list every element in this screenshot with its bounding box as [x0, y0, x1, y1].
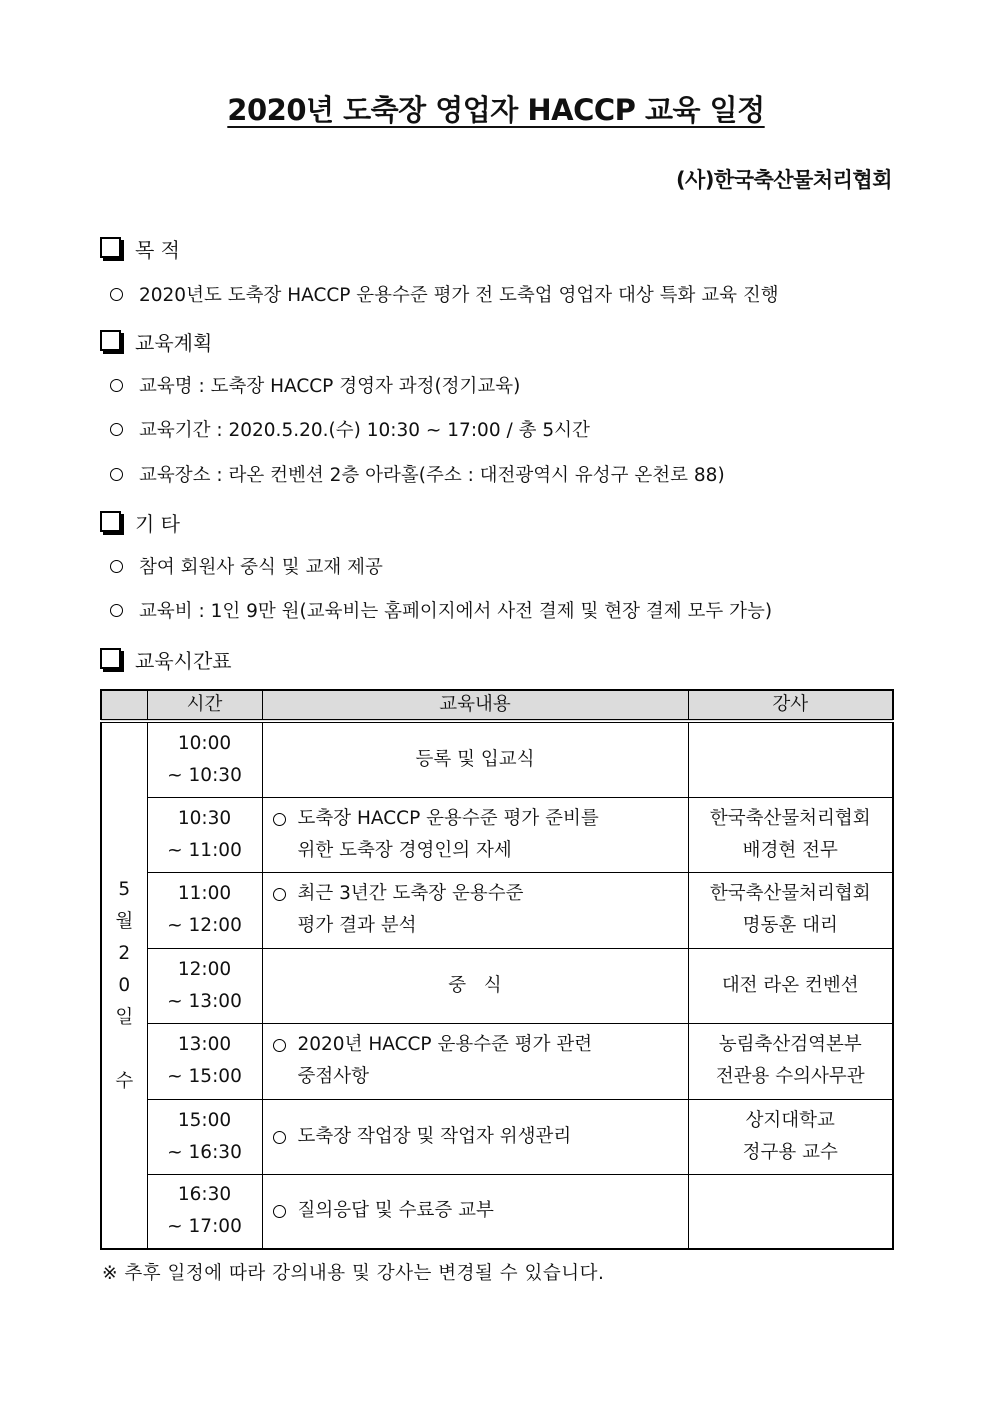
document-title: 2020년 도축장 영업자 HACCP 교육 일정	[227, 93, 765, 127]
time-start: 10:30	[177, 807, 232, 829]
content-line-2: 위한 도축장 경영인의 자세	[297, 839, 512, 861]
item-text: 교육기간 : 2020.5.20.(수) 10:30 ~ 17:00 / 총 5시간	[139, 420, 590, 441]
plan-item-period	[110, 416, 590, 442]
lecturer-cell	[688, 872, 893, 948]
content-text: 중 식	[448, 974, 502, 996]
etc-item-meal	[110, 553, 383, 579]
item-text: 교육명 : 도축장 HACCP 경영자 과정(정기교육)	[139, 376, 521, 397]
time-cell	[147, 721, 262, 797]
time-start: 12:00	[177, 958, 232, 980]
header-time: 시간	[147, 690, 262, 721]
content-cell	[262, 948, 688, 1023]
time-start: 10:00	[177, 732, 232, 754]
time-end: ~ 12:00	[167, 915, 242, 936]
date-char: 수	[115, 1070, 134, 1092]
table-row	[101, 872, 893, 948]
circle-bullet-icon	[110, 379, 123, 392]
schedule-table	[100, 689, 894, 1250]
lecturer-name: 명동훈 대리	[742, 915, 838, 936]
time-end: ~ 17:00	[167, 1216, 242, 1238]
lecturer-org: 한국축산물처리협회	[709, 807, 871, 829]
time-cell	[147, 1174, 262, 1249]
date-cell	[101, 721, 147, 1249]
date-char: 2	[118, 942, 131, 964]
lecturer-org: 상지대학교	[745, 1109, 835, 1131]
content-cell	[262, 1023, 688, 1099]
lecturer-name: 배경현 전무	[742, 839, 838, 861]
date-char: 일	[115, 1006, 134, 1028]
circle-bullet-icon	[273, 813, 286, 826]
header-content: 교육내용	[262, 690, 688, 721]
lecturer-cell	[688, 1023, 893, 1099]
lecturer-org: 농림축산검역본부	[718, 1034, 862, 1055]
date-char: 5	[118, 878, 131, 900]
checkbox-square-icon	[100, 648, 121, 669]
lecturer-cell	[688, 721, 893, 797]
table-header-row	[101, 690, 893, 721]
content-cell	[262, 1099, 688, 1174]
item-text: 교육장소 : 라온 컨벤션 2층 아라홀(주소 : 대전광역시 유성구 온천로 88)	[139, 465, 725, 486]
circle-bullet-icon	[273, 1039, 286, 1052]
plan-item-name	[110, 372, 520, 398]
date-char: 0	[118, 974, 131, 996]
content-cell	[262, 797, 688, 872]
date-char	[102, 1034, 147, 1066]
content-line-2: 중점사항	[297, 1066, 369, 1087]
section-purpose	[100, 234, 180, 263]
circle-bullet-icon	[110, 423, 123, 436]
section-plan	[100, 327, 212, 356]
time-cell	[147, 872, 262, 948]
time-end: ~ 13:00	[167, 990, 242, 1012]
section-heading: 교육계획	[135, 331, 213, 355]
content-line-1: 2020년 HACCP 운용수준 평가 관련	[297, 1034, 593, 1055]
content-cell	[262, 872, 688, 948]
footnote: ※ 추후 일정에 따라 강의내용 및 강사는 변경될 수 있습니다.	[102, 1263, 605, 1284]
circle-bullet-icon	[273, 1205, 286, 1218]
time-start: 11:00	[177, 883, 232, 904]
lecturer-cell	[688, 948, 893, 1023]
time-cell	[147, 1099, 262, 1174]
lecturer-cell	[688, 797, 893, 872]
circle-bullet-icon	[110, 468, 123, 481]
item-text: 교육비 : 1인 9만 원(교육비는 홈페이지에서 사전 결제 및 현장 결제 모두 가능)	[139, 601, 773, 622]
date-char: 월	[115, 910, 134, 932]
content-line-1: 도축장 작업장 및 작업자 위생관리	[297, 1125, 572, 1147]
time-cell	[147, 797, 262, 872]
content-text: 등록 및 입교식	[415, 748, 535, 770]
time-start: 13:00	[177, 1034, 232, 1055]
lecturer-name: 전관용 수의사무관	[715, 1066, 865, 1087]
checkbox-square-icon	[100, 330, 121, 351]
etc-item-fee	[110, 597, 772, 623]
table-row	[101, 1023, 893, 1099]
time-end: ~ 16:30	[167, 1141, 242, 1163]
content-line-1: 최근 3년간 도축장 운용수준	[297, 883, 524, 904]
section-heading: 목 적	[135, 238, 180, 262]
circle-bullet-icon	[273, 1131, 286, 1144]
checkbox-square-icon	[100, 511, 121, 532]
section-etc	[100, 508, 180, 537]
checkbox-square-icon	[100, 237, 121, 258]
time-cell	[147, 1023, 262, 1099]
item-text: 2020년도 도축장 HACCP 운용수준 평가 전 도축업 영업자 대상 특화 교육 진행	[139, 285, 779, 306]
lecturer-name: 정구용 교수	[742, 1141, 838, 1163]
time-start: 16:30	[177, 1184, 232, 1206]
content-line-1: 도축장 HACCP 운용수준 평가 준비를	[297, 807, 599, 829]
lecturer-cell	[688, 1174, 893, 1249]
section-timetable	[100, 645, 232, 674]
section-heading: 교육시간표	[135, 649, 232, 673]
plan-item-location	[110, 461, 725, 487]
circle-bullet-icon	[110, 288, 123, 301]
time-end: ~ 10:30	[167, 764, 242, 786]
lecturer-cell	[688, 1099, 893, 1174]
purpose-item	[110, 281, 779, 307]
content-cell	[262, 1174, 688, 1249]
table-row	[101, 1174, 893, 1249]
section-heading: 기 타	[135, 512, 180, 536]
table-row	[101, 948, 893, 1023]
circle-bullet-icon	[110, 560, 123, 573]
organization-name: (사)한국축산물처리협회	[675, 168, 892, 192]
content-line-1: 질의응답 및 수료증 교부	[297, 1200, 494, 1222]
time-end: ~ 15:00	[167, 1066, 242, 1087]
lecturer-org: 대전 라온 컨벤션	[721, 974, 859, 996]
time-cell	[147, 948, 262, 1023]
table-row	[101, 721, 893, 797]
circle-bullet-icon	[273, 888, 286, 901]
content-line-2: 평가 결과 분석	[297, 915, 417, 936]
header-lecturer: 강사	[688, 690, 893, 721]
table-row	[101, 797, 893, 872]
circle-bullet-icon	[110, 604, 123, 617]
lecturer-org: 한국축산물처리협회	[709, 883, 871, 904]
content-cell	[262, 721, 688, 797]
time-end: ~ 11:00	[167, 839, 242, 861]
table-row	[101, 1099, 893, 1174]
time-start: 15:00	[177, 1109, 232, 1131]
header-corner	[101, 690, 147, 721]
item-text: 참여 회원사 중식 및 교재 제공	[139, 557, 383, 578]
